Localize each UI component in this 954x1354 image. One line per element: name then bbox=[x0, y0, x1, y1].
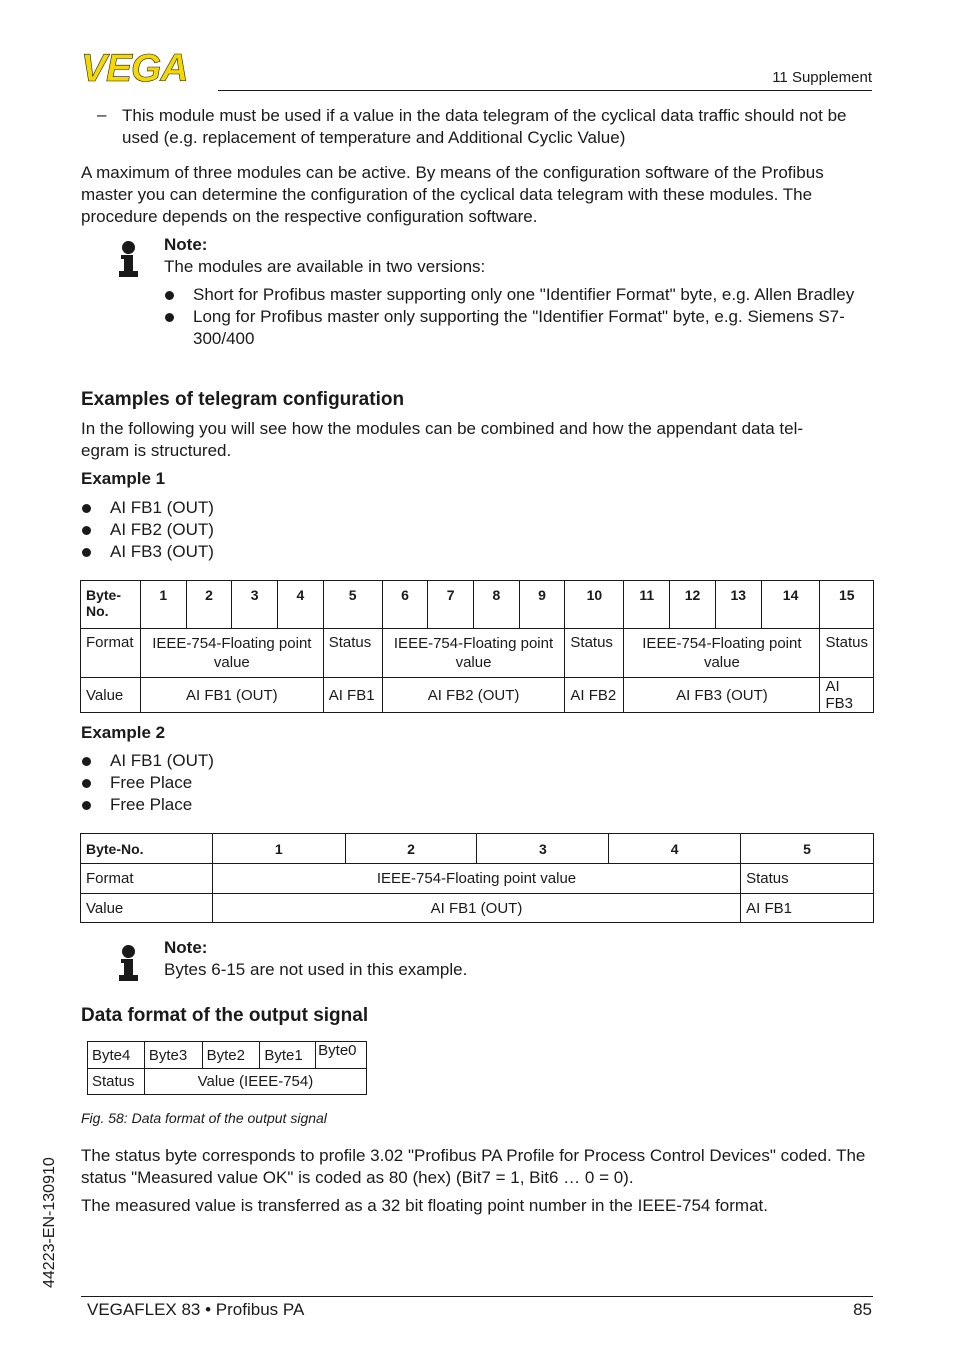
note-info-icon bbox=[119, 241, 139, 277]
table-cell: AI FB2 bbox=[565, 678, 624, 713]
table-row bbox=[88, 1069, 367, 1095]
example1-list bbox=[81, 497, 214, 563]
table-cell: AI FB2 (OUT) bbox=[382, 678, 565, 713]
list-item: Free Place bbox=[81, 794, 214, 816]
note-block bbox=[164, 234, 864, 350]
table-cell: AI FB3 bbox=[820, 678, 874, 713]
table-cell: Status bbox=[820, 629, 874, 678]
note-bullet-list bbox=[164, 284, 864, 350]
table-cell: Format bbox=[81, 629, 141, 678]
table-cell: 2 bbox=[345, 834, 477, 864]
table-cell: 5 bbox=[323, 581, 382, 629]
table-cell: Format bbox=[81, 864, 213, 894]
table-cell: 4 bbox=[278, 581, 324, 629]
table-cell: IEEE-754-Floating point value bbox=[624, 629, 820, 678]
table-cell: 5 bbox=[741, 834, 874, 864]
table-cell: Byte2 bbox=[202, 1042, 260, 1069]
example2-list bbox=[81, 750, 214, 816]
page-number: 85 bbox=[853, 1300, 872, 1319]
vega-logo bbox=[81, 50, 211, 84]
dash-marker: – bbox=[97, 105, 107, 124]
table-cell: Byte-No. bbox=[81, 834, 213, 864]
figure-caption: Fig. 58: Data format of the output signal bbox=[81, 1110, 327, 1126]
table-cell: AI FB1 bbox=[741, 894, 874, 923]
examples-heading: Examples of telegram configuration bbox=[81, 389, 405, 410]
table-cell: AI FB3 (OUT) bbox=[624, 678, 820, 713]
list-item: AI FB1 (OUT) bbox=[81, 497, 214, 519]
table-cell: Byte1 bbox=[260, 1042, 316, 1069]
table-cell: 13 bbox=[715, 581, 761, 629]
table-cell: 2 bbox=[186, 581, 232, 629]
table-cell: AI FB1 (OUT) bbox=[140, 678, 323, 713]
logo-wordmark: VEGA bbox=[81, 50, 188, 84]
table-cell: 3 bbox=[232, 581, 278, 629]
document-code-text: 44223-EN-130910 bbox=[41, 1157, 58, 1288]
table-cell: 1 bbox=[212, 834, 345, 864]
table-cell: Status bbox=[741, 864, 874, 894]
list-item: AI FB1 (OUT) bbox=[81, 750, 214, 772]
table-cell: Byte-No. bbox=[81, 581, 141, 629]
list-item: Free Place bbox=[81, 772, 214, 794]
table-row bbox=[81, 864, 874, 894]
table-cell: Status bbox=[88, 1069, 145, 1095]
table-cell: Status bbox=[323, 629, 382, 678]
table-cell: 14 bbox=[761, 581, 820, 629]
table-cell: AI FB1 (OUT) bbox=[212, 894, 740, 923]
header-rule bbox=[218, 90, 872, 91]
table-cell: 15 bbox=[820, 581, 874, 629]
example1-table bbox=[80, 580, 874, 713]
table-cell: AI FB1 bbox=[323, 678, 382, 713]
dash-item-text: This module must be used if a value in the data telegram of the cyclical data traffic should not be used (e.g. replacement of temperature and Additional Cyclic Value) bbox=[122, 106, 847, 147]
status-paragraph: The status byte corresponds to profile 3.02 "Profibus PA Profile for Process Control Devices" coded. The status "Measured value OK" is coded as 80 (hex) (Bit7 = 1, Bit6 … 0 = 0). bbox=[81, 1146, 866, 1187]
list-item: Long for Profibus master only supporting the "Identifier Format" byte, e.g. Siemens S7-300/400 bbox=[164, 306, 864, 350]
example2-title: Example 2 bbox=[81, 723, 166, 742]
table-cell: 7 bbox=[428, 581, 474, 629]
note-text: Bytes 6-15 are not used in this example. bbox=[164, 960, 468, 979]
document-code bbox=[41, 1138, 69, 1288]
example1-title: Example 1 bbox=[81, 469, 166, 488]
footer-rule bbox=[81, 1296, 873, 1297]
note-text: The modules are available in two versions: bbox=[164, 257, 486, 276]
table-cell: Byte4 bbox=[88, 1042, 145, 1069]
intro-paragraph: A maximum of three modules can be active. By means of the configuration software of the Profibus master you can determine the configuration of the cyclical data telegram with these modules. The procedure depends on the respective configuration software. bbox=[81, 163, 824, 226]
table-row bbox=[81, 581, 874, 629]
table-row bbox=[81, 629, 874, 678]
table-cell: Value bbox=[81, 894, 213, 923]
dash-list-item bbox=[97, 105, 872, 149]
table-cell: 10 bbox=[565, 581, 624, 629]
list-item: AI FB3 (OUT) bbox=[81, 541, 214, 563]
list-item: AI FB2 (OUT) bbox=[81, 519, 214, 541]
table-row bbox=[88, 1042, 367, 1069]
table-cell: Value bbox=[81, 678, 141, 713]
table-cell: 8 bbox=[474, 581, 520, 629]
table-cell: 11 bbox=[624, 581, 670, 629]
table-row bbox=[81, 894, 874, 923]
section-title: 11 Supplement bbox=[772, 69, 872, 86]
note-info-icon bbox=[119, 945, 139, 981]
table-cell: 9 bbox=[519, 581, 565, 629]
table-cell: 4 bbox=[609, 834, 741, 864]
output-heading: Data format of the output signal bbox=[81, 1005, 369, 1026]
table-cell: Byte3 bbox=[144, 1042, 202, 1069]
table-cell: Byte0 bbox=[316, 1042, 367, 1069]
table-cell: Status bbox=[565, 629, 624, 678]
note-title: Note: bbox=[164, 938, 208, 957]
table-cell: 1 bbox=[140, 581, 186, 629]
examples-intro: In the following you will see how the modules can be combined and how the appendant data tel-egram is structured. bbox=[81, 419, 804, 460]
footer-product: VEGAFLEX 83 • Profibus PA bbox=[87, 1300, 305, 1319]
note-title: Note: bbox=[164, 235, 208, 254]
table-cell: 6 bbox=[382, 581, 428, 629]
table-cell: 12 bbox=[670, 581, 716, 629]
note-block bbox=[164, 937, 864, 981]
table-row bbox=[81, 678, 874, 713]
output-format-table bbox=[87, 1041, 367, 1095]
table-cell: IEEE-754-Floating point value bbox=[140, 629, 323, 678]
table-cell: IEEE-754-Floating point value bbox=[382, 629, 565, 678]
table-cell: 3 bbox=[477, 834, 609, 864]
measured-paragraph: The measured value is transferred as a 32 bit floating point number in the IEEE-754 format. bbox=[81, 1196, 768, 1215]
list-item: Short for Profibus master supporting only one "Identifier Format" byte, e.g. Allen Bradley bbox=[164, 284, 864, 306]
example2-table bbox=[80, 833, 874, 923]
table-row bbox=[81, 834, 874, 864]
table-cell: IEEE-754-Floating point value bbox=[212, 864, 740, 894]
table-cell: Value (IEEE-754) bbox=[144, 1069, 366, 1095]
